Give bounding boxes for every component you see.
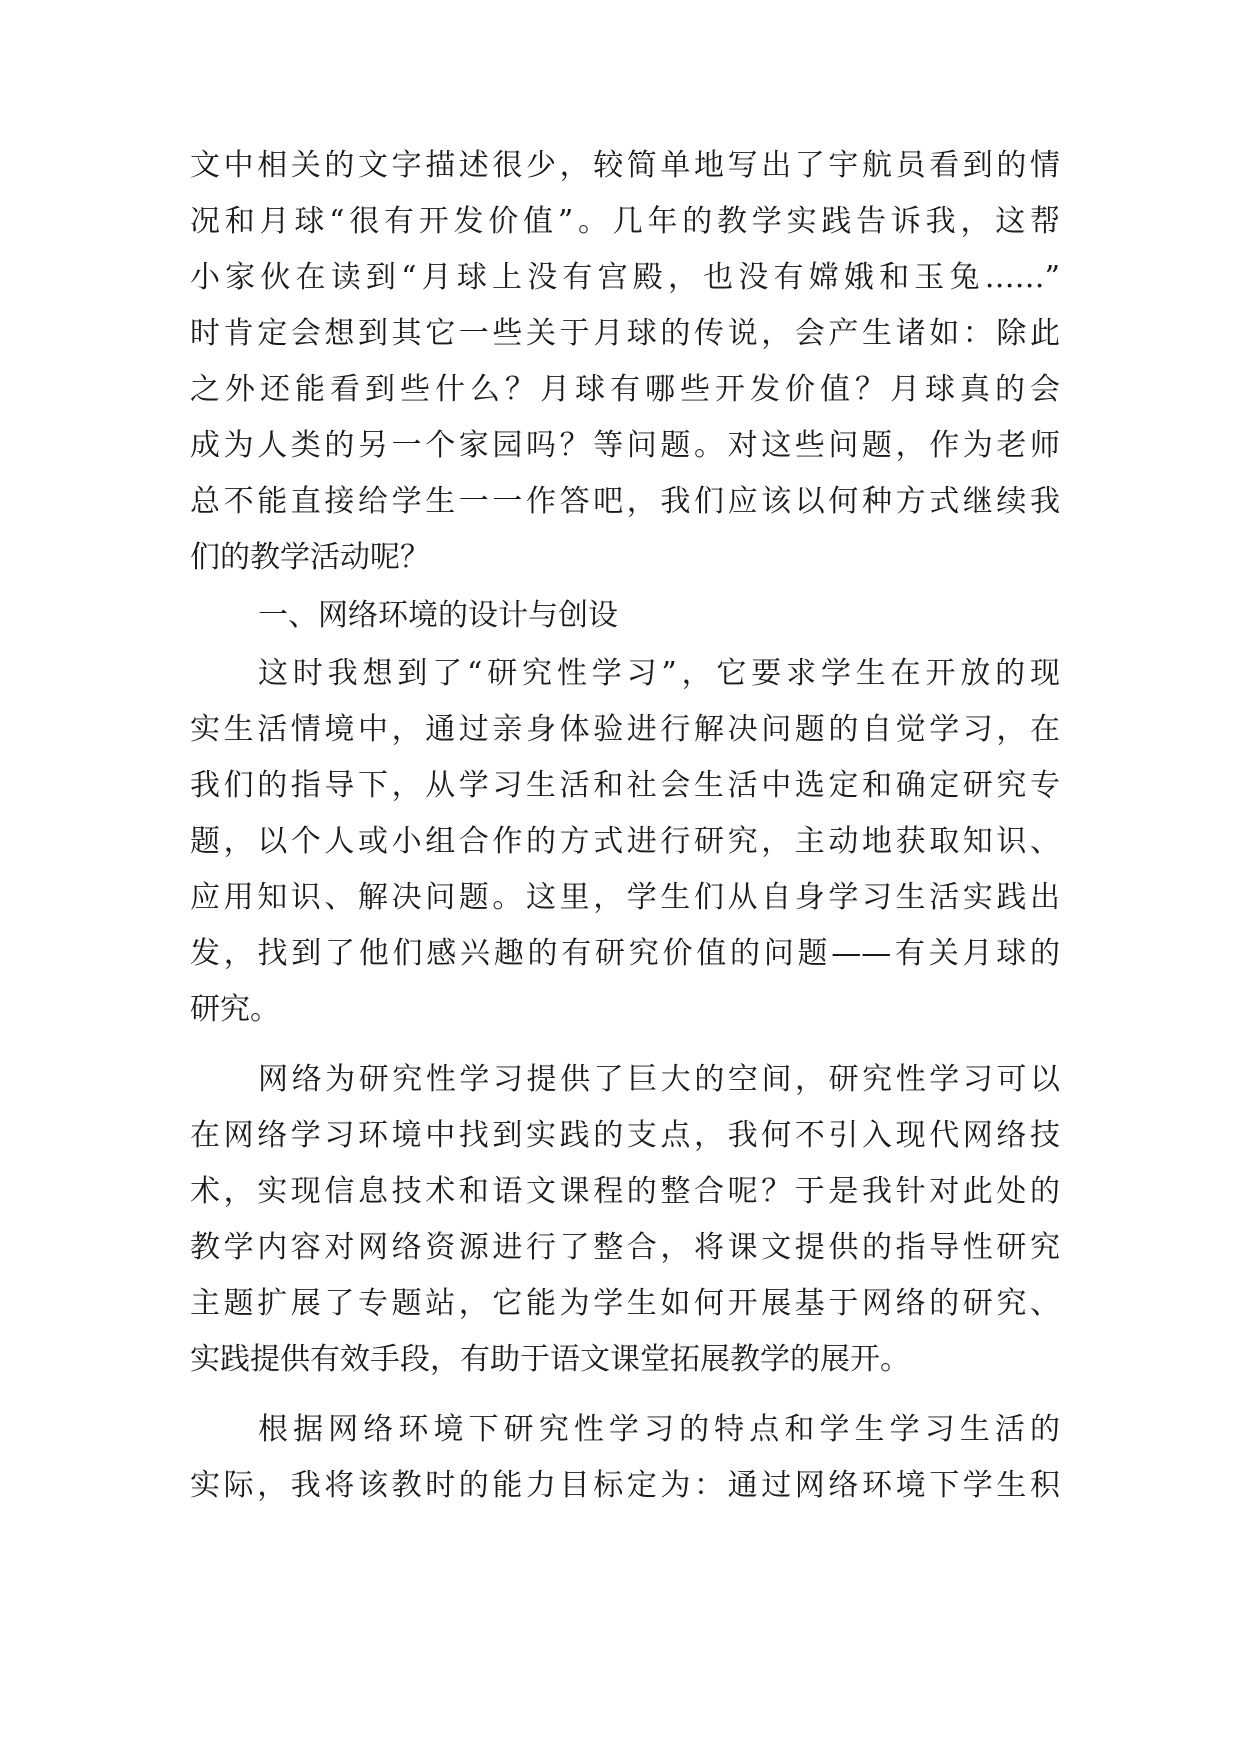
text-line: 我们的指导下，从学习生活和社会生活中选定和确定研究专 [190, 768, 1060, 803]
text-line: 成为人类的另一个家园吗？等问题。对这些问题，作为老师 [190, 428, 1060, 463]
text-line: 发，找到了他们感兴趣的有研究价值的问题——有关月球的 [190, 936, 1060, 971]
text-line: 时肯定会想到其它一些关于月球的传说，会产生诸如：除此 [190, 316, 1060, 351]
text-line: 在网络学习环境中找到实践的支点，我何不引入现代网络技 [190, 1118, 1060, 1153]
text-line: 研究。 [190, 992, 280, 1027]
text-line: 根据网络环境下研究性学习的特点和学生学习生活的 [258, 1412, 1060, 1447]
text-line: 教学内容对网络资源进行了整合，将课文提供的指导性研究 [190, 1230, 1060, 1265]
section-heading: 一、网络环境的设计与创设 [258, 598, 618, 633]
text-line: 题，以个人或小组合作的方式进行研究，主动地获取知识、 [190, 824, 1060, 859]
text-line: 实生活情境中，通过亲身体验进行解决问题的自觉学习，在 [190, 712, 1060, 747]
text-line: 们的教学活动呢？ [190, 540, 430, 575]
text-line: 小家伙在读到“月球上没有宫殿，也没有嫦娥和玉兔……” [190, 260, 1060, 295]
text-line: 实际，我将该教时的能力目标定为：通过网络环境下学生积 [190, 1468, 1060, 1503]
text-line: 况和月球“很有开发价值”。几年的教学实践告诉我，这帮 [190, 204, 1060, 239]
text-line: 总不能直接给学生一一作答吧，我们应该以何种方式继续我 [190, 484, 1060, 519]
text-line: 之外还能看到些什么？月球有哪些开发价值？月球真的会 [190, 372, 1060, 407]
text-line: 实践提供有效手段，有助于语文课堂拓展教学的展开。 [190, 1342, 910, 1377]
text-line: 网络为研究性学习提供了巨大的空间，研究性学习可以 [258, 1062, 1060, 1097]
text-line: 主题扩展了专题站，它能为学生如何开展基于网络的研究、 [190, 1286, 1060, 1321]
text-line: 文中相关的文字描述很少，较简单地写出了宇航员看到的情 [190, 148, 1060, 183]
text-line: 术，实现信息技术和语文课程的整合呢？于是我针对此处的 [190, 1174, 1060, 1209]
text-line: 这时我想到了“研究性学习”，它要求学生在开放的现 [258, 656, 1060, 691]
text-line: 应用知识、解决问题。这里，学生们从自身学习生活实践出 [190, 880, 1060, 915]
